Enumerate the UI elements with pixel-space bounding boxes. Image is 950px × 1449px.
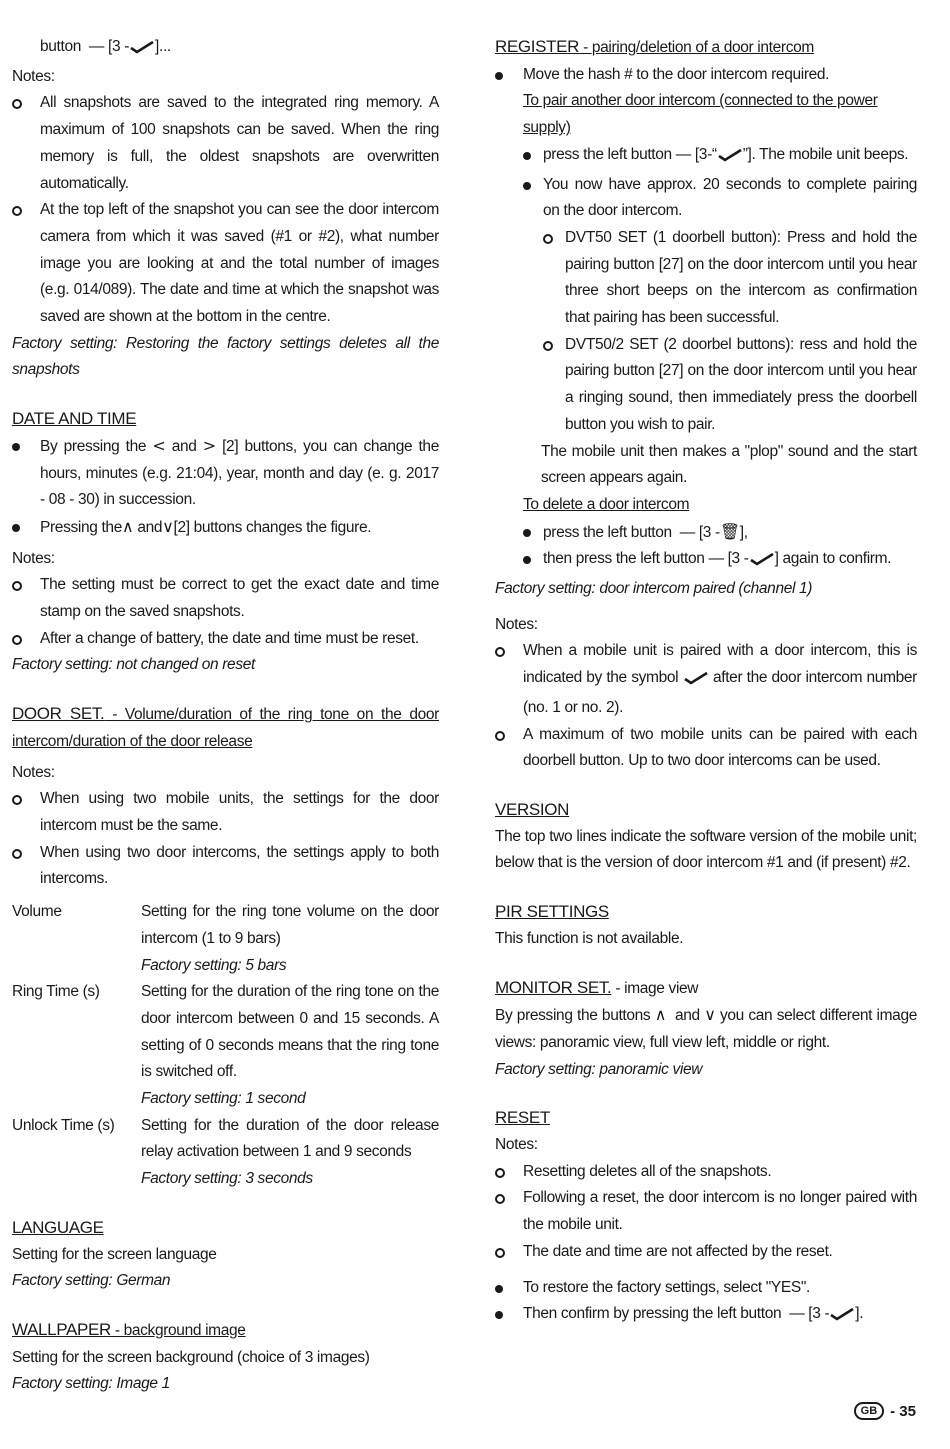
trash-icon: 🗑: [719, 521, 740, 541]
pair-bullets: [495, 142, 917, 225]
ring-bullet-icon: [543, 341, 553, 351]
pair-heading: To pair another door intercom (connected to the power supply): [523, 92, 878, 137]
notes-label: Notes:: [12, 67, 55, 85]
list-item: To restore the factory settings, select "YES".: [495, 1275, 917, 1302]
setting-value: Setting for the ring tone volume on the door intercom (1 to 9 bars) Factory setting: 5 bars: [141, 903, 439, 974]
section-heading-wallpaper: WALLPAPER - background image: [12, 1319, 246, 1339]
language-text: Setting for the screen language: [12, 1245, 217, 1263]
monitor-text: By pressing the buttons ∧ and ∨ you can select different image views: panoramic view, full view left, middle or right.: [495, 1005, 917, 1051]
ring-bullet-icon: [495, 731, 505, 741]
door-settings-table: [12, 899, 439, 1193]
bullet-icon: [523, 529, 531, 537]
checkmark-icon: [683, 668, 709, 695]
bullet-icon: [523, 556, 531, 564]
plop-text: The mobile unit then makes a "plop" sound and the start screen appears again.: [541, 442, 917, 487]
factory-setting: Factory setting: German: [12, 1272, 171, 1290]
factory-setting: Factory setting: Image 1: [12, 1375, 170, 1393]
list-item: When using two door intercoms, the settings apply to both intercoms.: [12, 840, 439, 893]
left-arrow-icon: <: [152, 435, 166, 455]
ring-bullet-icon: [12, 795, 22, 805]
checkmark-icon: [717, 145, 743, 172]
list-item: Resetting deletes all of the snapshots.: [495, 1159, 917, 1186]
ring-bullet-icon: [12, 99, 22, 109]
setting-name: Volume: [12, 903, 62, 921]
date-bullets: [12, 433, 439, 542]
list-item: Following a reset, the door intercom is no longer paired with the mobile unit.: [495, 1185, 917, 1238]
page-number: - 35: [890, 1402, 916, 1420]
bullet-icon: [523, 182, 531, 190]
register-notes: [495, 638, 917, 775]
list-item: DVT50/2 SET (2 doorbel buttons): ress and hold the pairing button [27] on the door intercom until you hear a ringing sound, then immediately press the doorbell button you wish to pair.: [495, 332, 917, 439]
up-arrow-icon: ∧: [121, 516, 134, 536]
down-arrow-icon: ∨: [704, 1005, 716, 1025]
setting-value: Setting for the duration of the ring tone on the door intercom between 0 and 15 seconds. A setting of 0 seconds means that the ring tone is switched off. Factory setting: 1 second: [141, 983, 439, 1108]
checkmark-icon: [749, 549, 775, 576]
list-item: By pressing the < and > [2] buttons, you can change the hours, minutes (e.g. 21:04), year, month and day (e. g. 2017 - 08 - 30) in succession.: [12, 433, 439, 514]
ring-bullet-icon: [12, 849, 22, 859]
bullet-icon: [12, 443, 20, 451]
bullet-icon: [495, 1311, 503, 1319]
register-bullets: [495, 62, 917, 89]
pir-text: This function is not available.: [495, 929, 684, 947]
bullet-icon: [495, 72, 503, 80]
list-item: then press the left button — [3 - ] again to confirm.: [495, 546, 917, 576]
snapshot-notes: [12, 90, 439, 330]
down-arrow-icon: ∨: [162, 516, 174, 536]
section-heading-version: VERSION: [495, 799, 570, 819]
setting-name: Unlock Time (s): [12, 1116, 115, 1134]
right-column: [495, 34, 917, 1331]
page-footer: [854, 1402, 916, 1420]
list-item: All snapshots are saved to the integrated ring memory. A maximum of 100 snapshots can be saved. When the ring memory is full, the oldest snapshots are overwritten automatically.: [12, 90, 439, 197]
list-item: A maximum of two mobile units can be paired with each doorbell button. Up to two door intercoms can be used.: [495, 722, 917, 775]
delete-bullets: [495, 519, 917, 576]
bullet-icon: [523, 152, 531, 160]
notes-label: Notes:: [495, 615, 538, 633]
ring-bullet-icon: [495, 1194, 505, 1204]
bullet-icon: [495, 1285, 503, 1293]
delete-heading: To delete a door intercom: [523, 495, 690, 513]
notes-label: Notes:: [12, 763, 55, 781]
wallpaper-text: Setting for the screen background (choice of 3 images): [12, 1348, 370, 1366]
reset-notes: [495, 1159, 917, 1266]
checkmark-icon: [129, 37, 155, 64]
right-arrow-icon: >: [202, 435, 216, 455]
pair-sub-items: [495, 225, 917, 439]
snapshot-intro: button — [3 - ]...: [12, 34, 439, 64]
country-badge: GB: [854, 1402, 885, 1420]
notes-label: Notes:: [12, 549, 55, 567]
list-item: After a change of battery, the date and time must be reset.: [12, 626, 439, 653]
section-heading-monitor: MONITOR SET. - image view: [495, 977, 699, 997]
section-heading-date-time: DATE AND TIME: [12, 409, 137, 429]
list-item: press the left button — [3 -🗑],: [495, 519, 917, 547]
factory-setting: Factory setting: not changed on reset: [12, 656, 255, 674]
door-notes: [12, 786, 439, 893]
section-heading-door-set: DOOR SET. - Volume/duration of the ring tone on the door intercom/duration of the door release: [12, 704, 439, 750]
left-column: [12, 34, 439, 1398]
section-heading-pir: PIR SETTINGS: [495, 902, 609, 922]
setting-value: Setting for the duration of the door release relay activation between 1 and 9 seconds Factory setting: 3 seconds: [141, 1116, 439, 1188]
section-heading-register: REGISTER - pairing/deletion of a door intercom: [495, 37, 814, 56]
ring-bullet-icon: [543, 234, 553, 244]
ring-bullet-icon: [12, 635, 22, 645]
checkmark-icon: [829, 1304, 855, 1331]
notes-label: Notes:: [495, 1136, 538, 1154]
ring-bullet-icon: [495, 647, 505, 657]
list-item: DVT50 SET (1 doorbell button): Press and hold the pairing button [27] on the door intercom until you hear three short beeps on the intercom as confirmation that pairing has been successful.: [495, 225, 917, 332]
date-notes: [12, 572, 439, 652]
setting-name: Ring Time (s): [12, 983, 100, 1001]
up-arrow-icon: ∧: [654, 1005, 667, 1025]
list-item: The setting must be correct to get the exact date and time stamp on the saved snapshots.: [12, 572, 439, 625]
ring-bullet-icon: [12, 581, 22, 591]
version-text: The top two lines indicate the software version of the mobile unit; below that is the version of door intercom #1 and (if present) #2.: [495, 827, 917, 872]
ring-bullet-icon: [12, 206, 22, 216]
factory-setting: Factory setting: Restoring the factory settings deletes all the snapshots: [12, 334, 439, 379]
section-heading-language: LANGUAGE: [12, 1217, 104, 1237]
reset-bullets: [495, 1275, 917, 1331]
factory-setting: Factory setting: door intercom paired (channel 1): [495, 580, 813, 598]
list-item: Move the hash # to the door intercom required.: [495, 62, 917, 89]
list-item: At the top left of the snapshot you can see the door intercom camera from which it was saved (#1 or #2), what number image you are looking at and the total number of images (e.g. 014/089). The date and time at which the snapshot was saved are shown at the bottom in the centre.: [12, 197, 439, 331]
bullet-icon: [12, 524, 20, 532]
ring-bullet-icon: [495, 1248, 505, 1258]
list-item: press the left button — [3-“ ”]. The mobile unit beeps.: [495, 142, 917, 172]
ring-bullet-icon: [495, 1168, 505, 1178]
section-heading-reset: RESET: [495, 1108, 550, 1128]
factory-setting: Factory setting: panoramic view: [495, 1060, 703, 1078]
list-item: The date and time are not affected by the reset.: [495, 1239, 917, 1266]
list-item: When a mobile unit is paired with a door intercom, this is indicated by the symbol after the door intercom number (no. 1 or no. 2).: [495, 638, 917, 721]
list-item: You now have approx. 20 seconds to complete pairing on the door intercom.: [495, 172, 917, 225]
list-item: Pressing the∧ and∨[2] buttons changes the figure.: [12, 514, 439, 542]
list-item: When using two mobile units, the settings for the door intercom must be the same.: [12, 786, 439, 839]
list-item: Then confirm by pressing the left button — [3 - ].: [495, 1301, 917, 1331]
